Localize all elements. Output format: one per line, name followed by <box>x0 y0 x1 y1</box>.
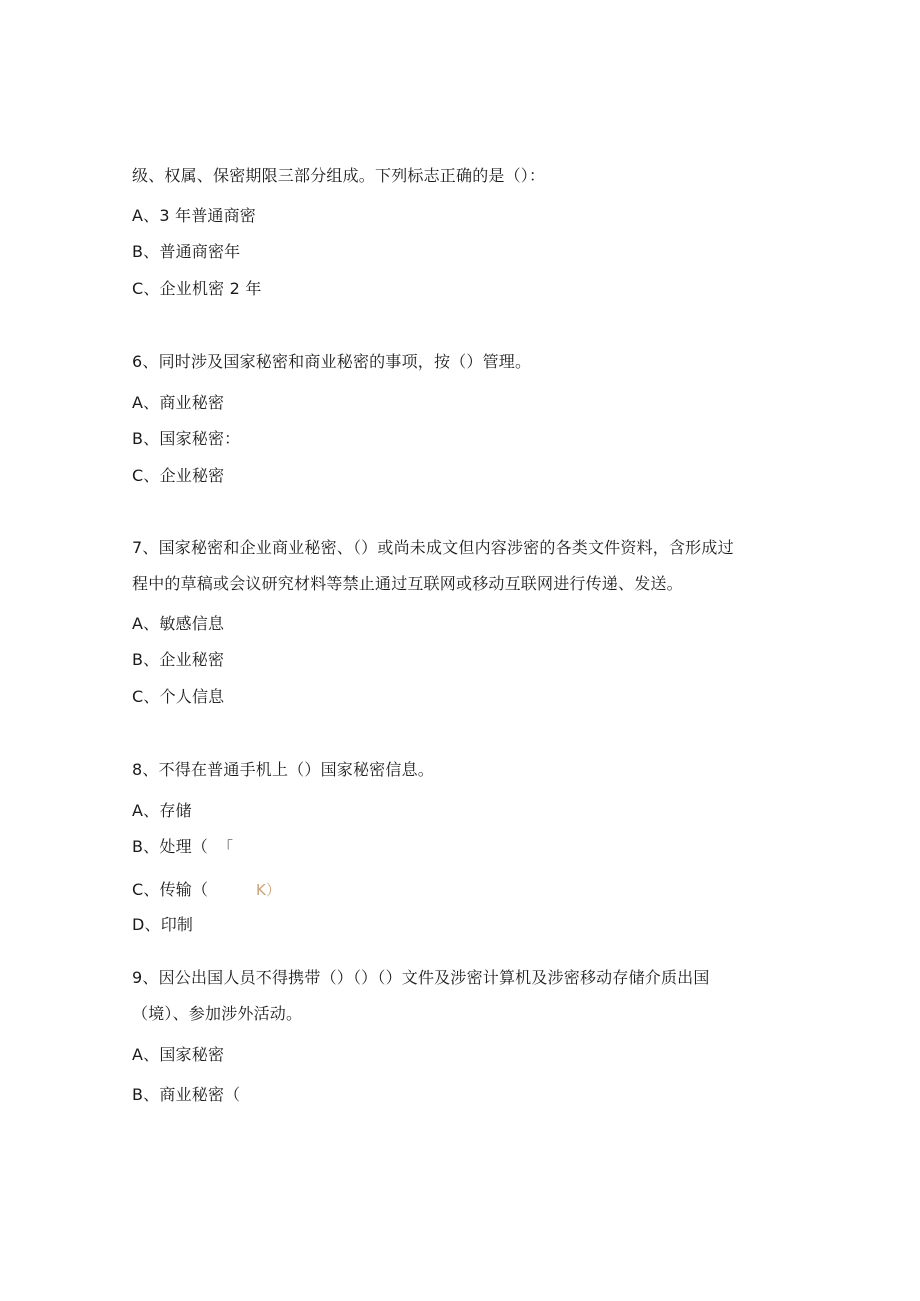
q7-option-a: A、敏感信息 <box>132 614 225 633</box>
q9-stem-line2: （境）、参加涉外活动。 <box>132 1004 303 1023</box>
q8-option-c: C、传输（ <box>132 880 209 899</box>
q5-stem-continuation: 级、权属、保密期限三部分组成。下列标志正确的是（）： <box>132 166 546 185</box>
q5-option-c: C、企业机密 2 年 <box>132 279 262 298</box>
q5-option-a: A、3 年普通商密 <box>132 206 257 225</box>
q5-option-b: B、普通商密年 <box>132 242 241 261</box>
q9-option-a: A、国家秘密 <box>132 1045 225 1064</box>
q8-option-b: B、处理（ <box>132 837 208 856</box>
q6-option-c: C、企业秘密 <box>132 466 225 485</box>
q6-option-a: A、商业秘密 <box>132 393 225 412</box>
q8-option-b-mark: 「 <box>218 838 234 856</box>
q7-stem-line2: 程中的草稿或会议研究材料等禁止通过互联网或移动互联网进行传递、发送。 <box>132 574 683 593</box>
q7-stem-line1: 7、国家秘密和企业商业秘密、（）或尚未成文但内容涉密的各类文件资料，含形成过 <box>132 538 734 557</box>
q9-stem-line1: 9、因公出国人员不得携带（）（）（）文件及涉密计算机及涉密移动存储介质出国 <box>132 968 710 987</box>
q8-option-a: A、存储 <box>132 801 192 820</box>
q7-option-b: B、企业秘密 <box>132 650 225 669</box>
q6-stem: 6、同时涉及国家秘密和商业秘密的事项，按（）管理。 <box>132 352 532 371</box>
q9-option-b: B、商业秘密（ <box>132 1085 241 1104</box>
q6-option-b: B、国家秘密： <box>132 429 241 448</box>
q8-option-c-mark: K） <box>256 881 281 899</box>
q8-stem: 8、不得在普通手机上（）国家秘密信息。 <box>132 760 434 779</box>
q8-option-d: D、印制 <box>132 915 194 934</box>
q7-option-c: C、个人信息 <box>132 687 225 706</box>
